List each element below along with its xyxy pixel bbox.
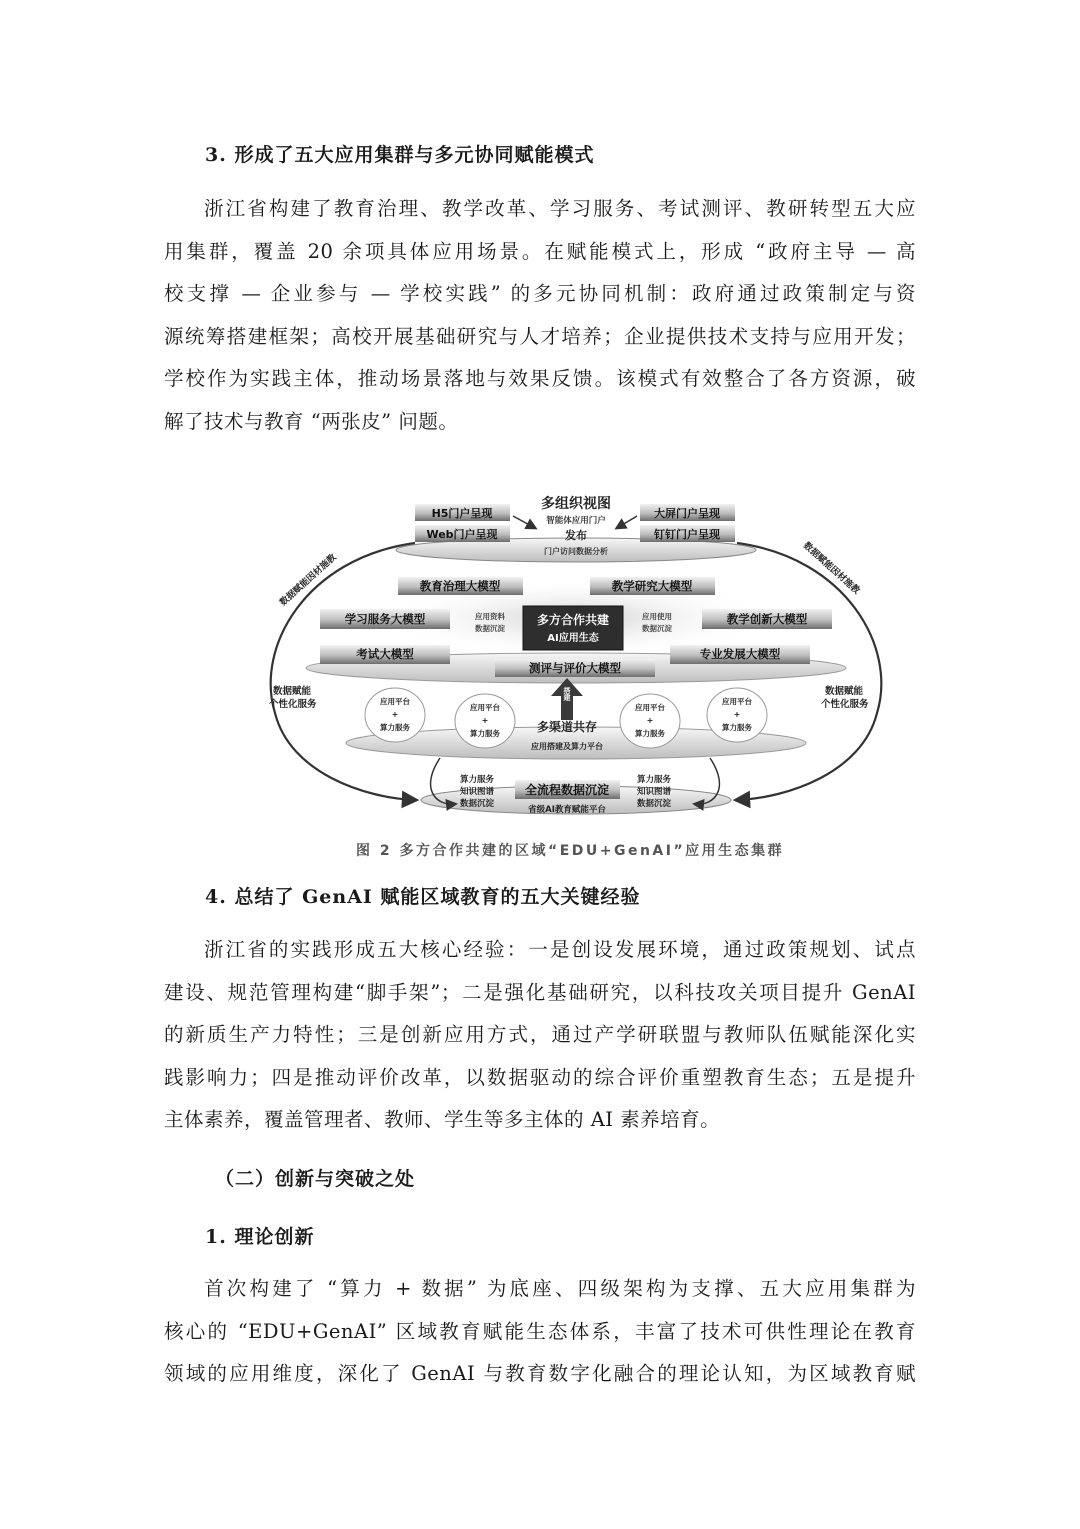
left-side-label-2: 个性化服务 <box>269 699 317 710</box>
paragraph-line: 解了技术与教育 “两张皮” 问题。 <box>164 409 459 433</box>
paragraph-line: 践影响力；四是推动评价改革，以数据驱动的综合评价重塑教育生态；五是提升 <box>164 1065 916 1089</box>
svg-text:+: + <box>733 710 741 719</box>
left-side-label-1: 数据赋能 <box>273 686 312 697</box>
left-note-2: 数据沉淀 <box>475 624 505 633</box>
paragraph-line: 浙江省构建了教育治理、教学改革、学习服务、考试测评、教研转型五大应 <box>204 197 916 220</box>
paragraph-line: 浙江省的实践形成五大核心经验：一是创设发展环境，通过政策规划、试点 <box>204 938 916 961</box>
bottom-left-item-1: 算力服务 <box>460 775 495 785</box>
publish-label: 发布 <box>565 529 587 542</box>
right-side-label-2: 个性化服务 <box>821 699 869 710</box>
section3-heading: 3. 形成了五大应用集群与多元协同赋能模式 <box>205 144 595 166</box>
svg-text:应用平台: 应用平台 <box>470 703 500 712</box>
paragraph-line: 主体素养，覆盖管理者、教师、学生等多主体的 AI 素养培育。 <box>164 1108 721 1131</box>
paragraph-line: 校支撑 — 企业参与 — 学校实践” 的多元协同机制：政府通过政策制定与资 <box>164 282 916 305</box>
svg-text:算力服务: 算力服务 <box>722 723 752 732</box>
right-side-label-1: 数据赋能 <box>825 686 864 697</box>
left-arc-label: 数据赋能因材施教 <box>278 552 339 609</box>
svg-text:+: + <box>391 710 399 719</box>
svg-text:算力服务: 算力服务 <box>470 729 500 738</box>
bottom-left-item-3: 数据沉淀 <box>460 799 495 809</box>
paragraph-line: 源统筹搭建框架；高校开展基础研究与人才培养；企业提供技术支持与应用开发； <box>164 324 916 348</box>
build-label: 搭建 <box>563 687 571 701</box>
svg-text:应用平台: 应用平台 <box>635 703 665 712</box>
h5-portal-label: H5门户呈现 <box>431 507 493 520</box>
bottom-left-item-2: 知识图谱 <box>460 787 495 797</box>
governance-model-label: 教育治理大模型 <box>419 579 501 593</box>
section3-paragraph <box>164 188 916 443</box>
theory-paragraph <box>164 1268 916 1396</box>
paragraph-line: 首次构建了 “算力 + 数据” 为底座、四级架构为支撑、五大应用集群为 <box>204 1277 916 1300</box>
svg-text:算力服务: 算力服务 <box>635 729 665 738</box>
right-arc-label: 数据赋能因材施教 <box>800 540 862 597</box>
platform-circle <box>365 688 425 742</box>
bottom-right-item-2: 知识图谱 <box>637 787 672 797</box>
screen-portal-label: 大屏门户呈现 <box>654 507 720 520</box>
paragraph-line: 的新质生产力特性；三是创新应用方式，通过产学研联盟与教师队伍赋能深化实 <box>164 1023 916 1046</box>
section4-heading: 4. 总结了 GenAI 赋能区域教育的五大关键经验 <box>205 886 641 908</box>
multi-channel-label: 多渠道共存 <box>536 720 598 734</box>
bottom-title: 全流程数据沉淀 <box>524 783 610 797</box>
portal-analysis-label: 门户访问数据分析 <box>544 547 608 556</box>
left-note-1: 应用资料 <box>475 612 505 621</box>
bottom-subtitle: 省级AI教育赋能平台 <box>528 805 606 815</box>
dingding-portal-label: 钉钉门户呈现 <box>654 528 720 541</box>
platform-circle <box>620 694 680 748</box>
web-portal-label: Web门户呈现 <box>426 528 498 541</box>
svg-text:+: + <box>646 716 654 725</box>
paragraph-line: 学校作为实践主体，推动场景落地与效果反馈。该模式有效整合了各方资源，破 <box>164 367 916 390</box>
bottom-right-item-1: 算力服务 <box>637 775 672 785</box>
paragraph-line: 领域的应用维度，深化了 GenAI 与教育数字化融合的理论认知，为区域教育赋 <box>164 1362 916 1385</box>
platform-circle <box>707 688 767 742</box>
professional-model-label: 专业发展大模型 <box>699 647 781 661</box>
ecosystem-diagram <box>265 488 887 830</box>
right-note-1: 应用使用 <box>642 612 672 621</box>
innovation-model-label: 教学创新大模型 <box>726 612 808 626</box>
paragraph-line: 建设、规范管理构建“脚手架”；二是强化基础研究，以科技攻关项目提升 GenAI <box>164 980 916 1004</box>
evaluation-model-label: 测评与评价大模型 <box>529 661 621 675</box>
top-title: 多组织视图 <box>541 496 611 512</box>
svg-text:应用平台: 应用平台 <box>722 697 752 706</box>
platform-circle <box>455 694 515 748</box>
subsection-heading: （二）创新与突破之处 <box>215 1168 416 1190</box>
figure-caption: 图 2 多方合作共建的区域“EDU+GenAI”应用生态集群 <box>356 843 785 859</box>
bottom-right-item-3: 数据沉淀 <box>637 799 672 809</box>
platform-label: 应用搭建及算力平台 <box>531 742 603 751</box>
paragraph-line: 核心的 “EDU+GenAI” 区域教育赋能生态体系，丰富了技术可供性理论在教育 <box>164 1319 916 1343</box>
top-subtitle: 智能体应用门户 <box>546 516 606 526</box>
research-model-label: 教学研究大模型 <box>611 579 693 593</box>
learning-model-label: 学习服务大模型 <box>344 612 426 626</box>
center-subtitle: AI应用生态 <box>547 633 599 644</box>
right-note-2: 数据沉淀 <box>642 624 672 633</box>
svg-text:算力服务: 算力服务 <box>380 723 410 732</box>
center-title: 多方合作共建 <box>536 613 610 627</box>
svg-text:+: + <box>481 716 489 725</box>
paragraph-line: 用集群，覆盖 20 余项具体应用场景。在赋能模式上，形成 “政府主导 — 高 <box>164 239 916 263</box>
theory-heading: 1. 理论创新 <box>205 1226 315 1248</box>
section4-paragraph <box>164 929 916 1142</box>
exam-model-label: 考试大模型 <box>356 647 414 661</box>
svg-text:应用平台: 应用平台 <box>380 697 410 706</box>
